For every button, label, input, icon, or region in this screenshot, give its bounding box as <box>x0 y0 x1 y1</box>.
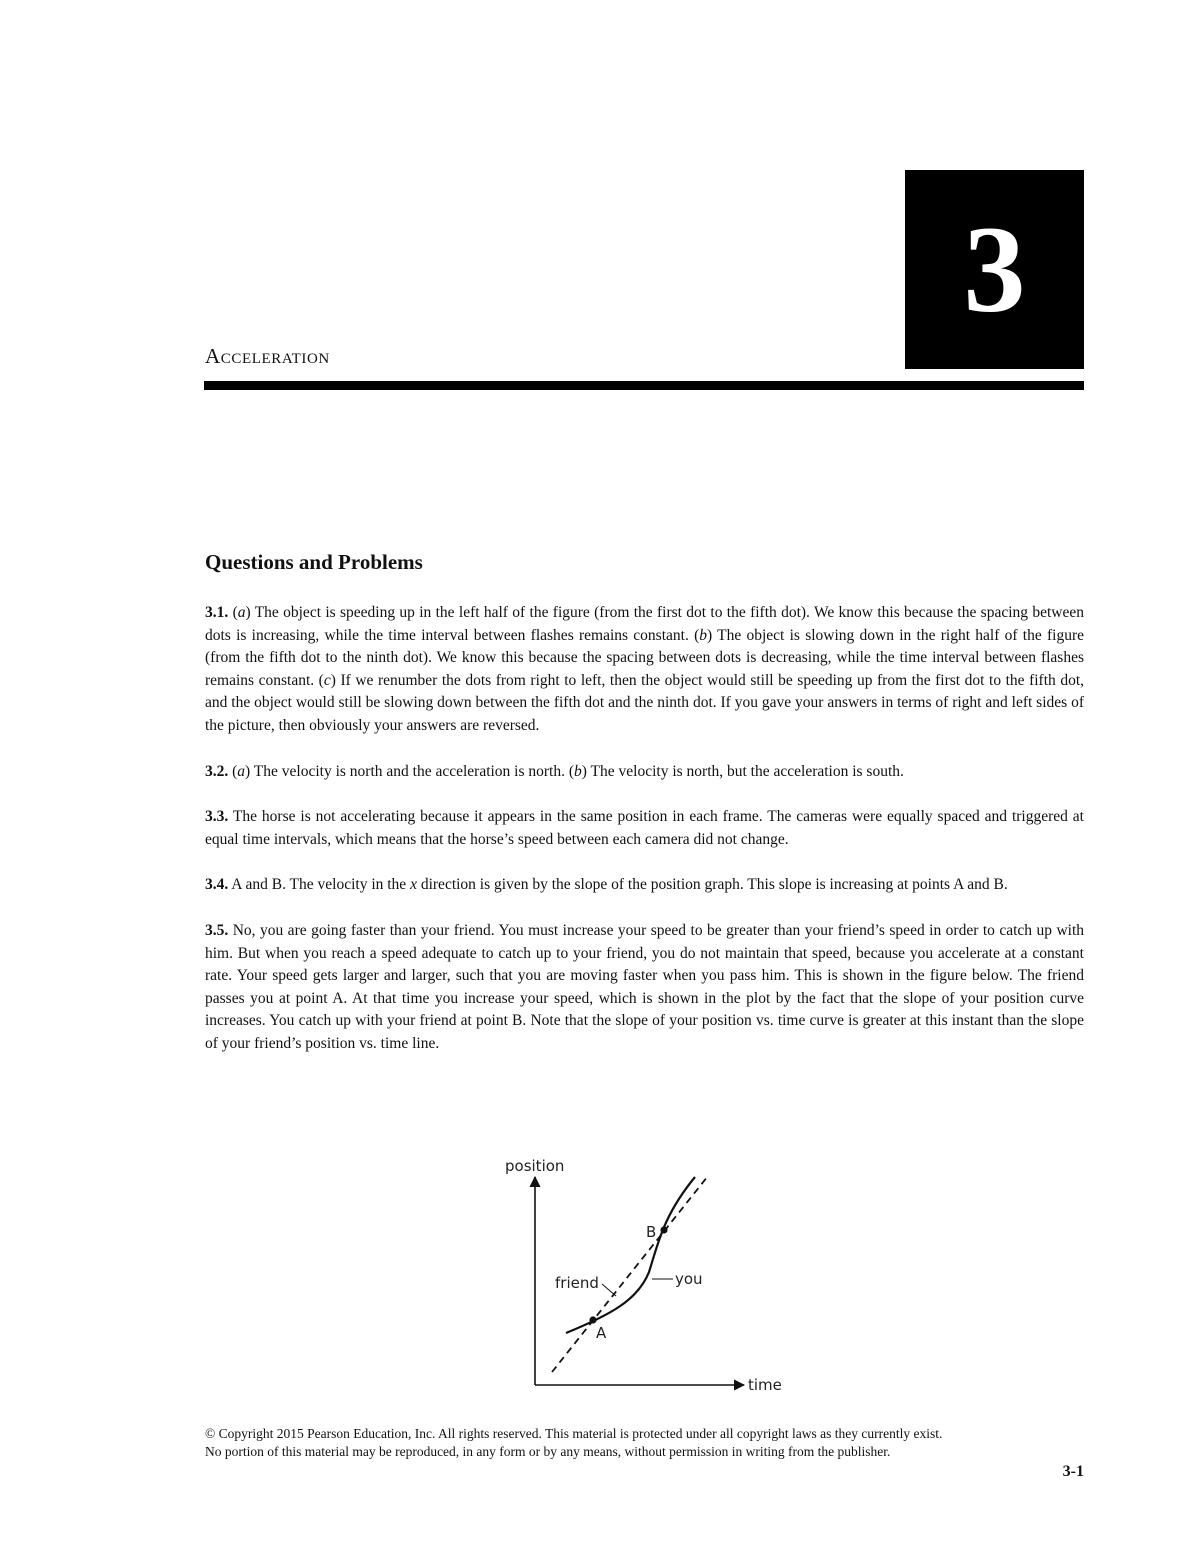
problem-list <box>205 602 1084 1079</box>
problem-text: A and B. The velocity in the <box>228 876 411 894</box>
problem-number: 3.4. <box>205 876 229 894</box>
problem-text: ( <box>228 762 238 780</box>
problem-text: ) If we renumber the dots from right to left, then the object would still be speeding up from the first dot to the fifth dot, and the object would still be slowing down between the fifth dot and the ninth dot. If you gave your answers in terms of right and left sides of the picture, then obviously your answers are reversed. <box>205 671 1085 734</box>
problem-part-label: c <box>323 671 331 689</box>
point-a-label: A <box>596 1324 607 1342</box>
problem-item <box>205 920 1084 1056</box>
chapter-title: Acceleration <box>205 344 330 368</box>
copyright-notice <box>205 1425 1084 1460</box>
problem-part-label: b <box>699 626 707 644</box>
problem-text: No, you are going faster than your friend. You must increase your speed to be greater than your friend’s speed in order to catch up with him. But when you reach a speed adequate to catch up to your friend, you do not maintain that speed, because you accelerate at a constant rate. Your speed gets larger and larger, such that you are moving faster when you pass him. This is shown in the figure below. The friend passes you at point A. At that time you increase your speed, which is shown in the plot by the fact that the slope of your position curve increases. You catch up with your friend at point B. Note that the slope of your position vs. time curve is greater at this instant than the slope of your friend’s position vs. time line. <box>205 921 1084 1052</box>
problem-text: direction is given by the slope of the position graph. This slope is increasing at points A and B. <box>416 876 1008 894</box>
friend-label: friend <box>555 1274 599 1292</box>
problem-text: ) The object is speeding up in the left half of the figure (from the first dot to the fifth dot). We know this because the spacing between dots is increasing, while the time interval between flashes remains constant. ( <box>205 604 1084 644</box>
problem-part-label: b <box>574 762 582 780</box>
x-axis-label: time <box>748 1376 782 1394</box>
position-time-graph <box>500 1150 800 1400</box>
problem-text: ( <box>228 604 238 621</box>
problem-part-label: x <box>410 876 417 894</box>
problem-text: ) The velocity is north and the acceleration is north. ( <box>245 762 575 780</box>
point-b <box>660 1226 667 1233</box>
position-time-figure <box>500 1150 800 1400</box>
copyright-line: © Copyright 2015 Pearson Education, Inc. All rights reserved. This material is protected under all copyright laws as they currently exist. <box>205 1426 943 1441</box>
problem-number: 3.1. <box>205 604 229 621</box>
problem-text: The horse is not accelerating because it appears in the same position in each frame. The cameras were equally spaced and triggered at equal time intervals, which means that the horse’s speed between each camera did not change. <box>205 808 1084 848</box>
chapter-number-box <box>905 170 1084 369</box>
chapter-number: 3 <box>963 200 1026 338</box>
problem-item <box>205 602 1084 738</box>
page-number: 3-1 <box>1062 1463 1084 1480</box>
problem-number: 3.3. <box>205 808 229 826</box>
y-axis-label: position <box>505 1157 565 1175</box>
problem-item <box>205 874 1084 897</box>
problem-text: ) The velocity is north, but the acceleration is south. <box>581 762 904 780</box>
point-a <box>589 1316 596 1323</box>
friend-leader <box>602 1284 616 1296</box>
problem-number: 3.2. <box>205 762 229 780</box>
section-heading: Questions and Problems <box>205 550 423 574</box>
problem-part-label: a <box>237 762 246 780</box>
problem-item <box>205 761 1084 784</box>
point-b-label: B <box>646 1223 657 1241</box>
problem-part-label: a <box>237 604 246 621</box>
copyright-line: No portion of this material may be reproduced, in any form or by any means, without permission in writing from the publisher. <box>205 1443 891 1459</box>
you-curve <box>566 1177 695 1333</box>
problem-item <box>205 806 1084 851</box>
problem-text: ) The object is slowing down in the right half of the figure (from the fifth dot to the ninth dot). We know this because the spacing between dots is decreasing, while the time interval between flashes remains constant. ( <box>205 626 1084 689</box>
title-rule <box>204 381 1084 390</box>
problem-number: 3.5. <box>205 921 229 939</box>
you-label: you <box>675 1270 703 1288</box>
